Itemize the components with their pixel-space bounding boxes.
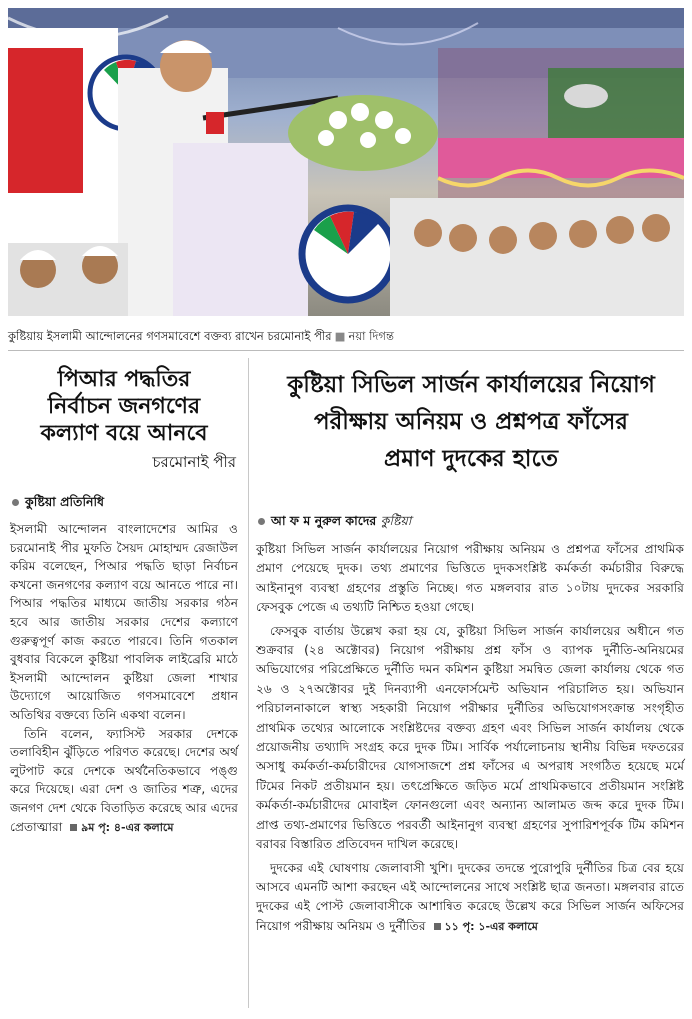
photo-credit: নয়া দিগন্ত bbox=[348, 329, 394, 343]
audience-row bbox=[390, 198, 684, 316]
side-article-body bbox=[10, 520, 238, 837]
side-article-subhead: চরমোনাই পীর bbox=[152, 453, 236, 471]
main-paragraph: ফেসবুক বার্তায় উল্লেখ করা হয় যে, কুষ্টিয়া সিভিল সার্জন কার্যালয়ের অধীনে গত শুক্রবার (২৪ অক্টোবর) নিয়োগ পরীক্ষায় প্রশ্ন ফাঁস ও ব্যাপক দুর্নীতি-অনিয়মের অভিযোগের পরিপ্রেক্ষিতে দুর্নীতি দমন কমিশন কুষ্টিয়া সমন্বিত জেলা কার্যালয় থেকে গত ২৬ ও ২৭অক্টোবর দুই দিনব্যাপী এনফোর্সমেন্ট অভিযান পরিচালিত হয়। অভিযান পরিচালনাকালে স্বাস্থ্য সহকারী নিয়োগ পরীক্ষার দুর্নীতির অভিযোগসংক্রান্ত সংগৃহীত প্রাথমিক তথ্যের আলোকে সংশ্লিষ্টদের বক্তব্য গ্রহণ এবং সিভিল সার্জন কার্যালয় থেকে প্রয়োজনীয় তথ্যাদি সংগ্রহ করে দুদক টিম। সার্বিক পর্যালোচনায় স্থানীয় বিভিন্ন দফতরের অসাধু কর্মকর্তা-কর্মচারীদের যোগসাজশে প্রশ্ন ফাঁসের এ অপরাধ সংগঠিত হয়েছে মর্মে টিমের নিকট প্রতীয়মান হয়। তৎপ্রেক্ষিতে জড়িত মর্মে প্রাথমিকভাবে প্রতীয়মান সংশ্লিষ্ট কর্মকর্তা-কর্মচারীদের মোবাইল ফোনগুলো এবং অন্যান্য আলামত জব্দ করে দুদক টিম। প্রাপ্ত তথ্য-প্রমাণের ভিত্তিতে পরবর্তী আইনানুগ ব্যবস্থা গ্রহণের সুপারিশপূর্বক টিম কমিশন বরাবর বিস্তারিত প্রতিবেদন দাখিল করেছে। bbox=[256, 623, 684, 852]
main-headline-line: কুষ্টিয়া সিভিল সার্জন কার্যালয়ের নিয়োগ bbox=[287, 371, 655, 398]
main-article-byline bbox=[258, 513, 411, 533]
main-paragraph: কুষ্টিয়া সিভিল সার্জন কার্যালয়ের নিয়োগ পরীক্ষায় অনিয়ম ও প্রশ্নপত্র ফাঁসের প্রাথমিক প্রমাণ পেয়েছে দুদক। তথ্য প্রমাণের ভিত্তিতে দুদকসংশ্লিষ্ট কর্মকর্তা কর্মচারীর বিরুদ্ধে আইনানুগ ব্যবস্থা গ্রহণের প্রস্তুতি নিচ্ছে। গত মঙ্গলবার রাত ১০টায় দুদকের সরকারি ফেসবুক পেজে এ তথ্যটি নিশ্চিত হওয়া গেছে। bbox=[256, 542, 684, 615]
main-jump-text: ১১ পৃ: ১-এর কলামে bbox=[444, 919, 538, 933]
rally-photo bbox=[8, 8, 684, 316]
side-article-byline bbox=[12, 494, 104, 514]
bullet-dot-icon bbox=[12, 499, 19, 506]
main-article-headline bbox=[256, 366, 686, 477]
main-paragraph-text: দুদকের এই ঘোষণায় জেলাবাসী খুশি। দুদকের তদন্তে পুরোপুরি দুর্নীতির চিত্র বের হয়ে আসবে এমনটি আশা করছেন এই আন্দোলনের সাথে সংশ্লিষ্ট ছাত্র জনতা। মঙ্গলবার রাতে দুদকের এই পোস্ট জেলাবাসীকে আশান্বিত করেছে উল্লেখ করে সিভিল সার্জন অফিসের নিয়োগ পরীক্ষায় অনিয়ম ও দুর্নীতির bbox=[256, 860, 684, 933]
main-byline-text: আ ফ ম নুরুল কাদের bbox=[271, 513, 377, 528]
side-continuation bbox=[66, 821, 173, 834]
photo-caption-text: কুষ্টিয়ায় ইসলামী আন্দোলনের গণসমাবেশে বক্তব্য রাখেন চরমোনাই পীর bbox=[8, 329, 332, 343]
photo-caption bbox=[8, 328, 684, 347]
main-article-body bbox=[256, 540, 684, 940]
main-continuation bbox=[430, 920, 538, 933]
bullet-dot-icon bbox=[258, 518, 265, 525]
loudspeaker bbox=[564, 84, 608, 108]
side-headline-line: কল্যাণ বয়ে আনবে bbox=[40, 420, 208, 446]
side-paragraph bbox=[10, 725, 238, 838]
microphone bbox=[206, 112, 224, 134]
caption-separator: ■ bbox=[334, 329, 346, 343]
side-headline-line: নির্বাচন জনগণের bbox=[47, 393, 201, 419]
side-article-headline bbox=[10, 366, 238, 447]
main-headline-line: পরীক্ষায় অনিয়ম ও প্রশ্নপত্র ফাঁসের bbox=[314, 408, 628, 435]
side-paragraph: ইসলামী আন্দোলন বাংলাদেশের আমির ও চরমোনাই পীর মুফতি সৈয়দ মোহাম্মদ রেজাউল করিম বলেছেন, পিআর পদ্ধতি ছাড়া নির্বাচন কখনো জনগণের কল্যাণ বয়ে আনতে পারে না। পিআর পদ্ধতির মাধ্যমে জাতীয় সরকার গঠন হবে আর জাতীয় সরকার দেশের কল্যাণে গুরুত্বপূর্ণ কাজ করতে পারবে। তিনি গতকাল বুধবার বিকেলে কুষ্টিয়া পাবলিক লাইব্রেরি মাঠে ইসলামী আন্দোলন কুষ্টিয়া জেলা শাখার উদ্যোগে আয়োজিত গণসমাবেশে প্রধান অতিথির বক্তব্যে তিনি একথা বলেন। bbox=[10, 522, 238, 722]
column-divider bbox=[248, 358, 249, 1008]
podium bbox=[173, 143, 308, 316]
side-byline-text: কুষ্টিয়া প্রতিনিধি bbox=[25, 494, 105, 509]
divider-rule bbox=[8, 350, 684, 351]
rally-scene-illustration bbox=[8, 8, 684, 316]
main-paragraph bbox=[256, 859, 684, 937]
main-byline-location: কুষ্টিয়া bbox=[380, 513, 412, 528]
side-jump-text: ৯ম পৃ: ৪-এর কলামে bbox=[81, 820, 174, 834]
side-paragraph-text: তিনি বলেন, ফ্যাসিস্ট সরকার দেশকে তলাবিহীন ঝুঁড়িতে পরিণত করেছে। দেশের অর্থ লুটপাট করে দেশকে অর্থনৈতিকভাবে পঙ্গু করে দিয়েছে। এরা দেশ ও জাতির শত্রু, এদের জনগণ দেশ থেকে বিতাড়িত করেছে আর এদের প্রেতাত্মারা bbox=[10, 726, 238, 834]
square-bullet-icon bbox=[434, 923, 441, 930]
side-headline-line: পিআর পদ্ধতির bbox=[57, 366, 191, 392]
square-bullet-icon bbox=[70, 824, 77, 831]
red-banner-panel bbox=[8, 48, 83, 193]
main-headline-line: প্রমাণ দুদকের হাতে bbox=[384, 445, 558, 472]
